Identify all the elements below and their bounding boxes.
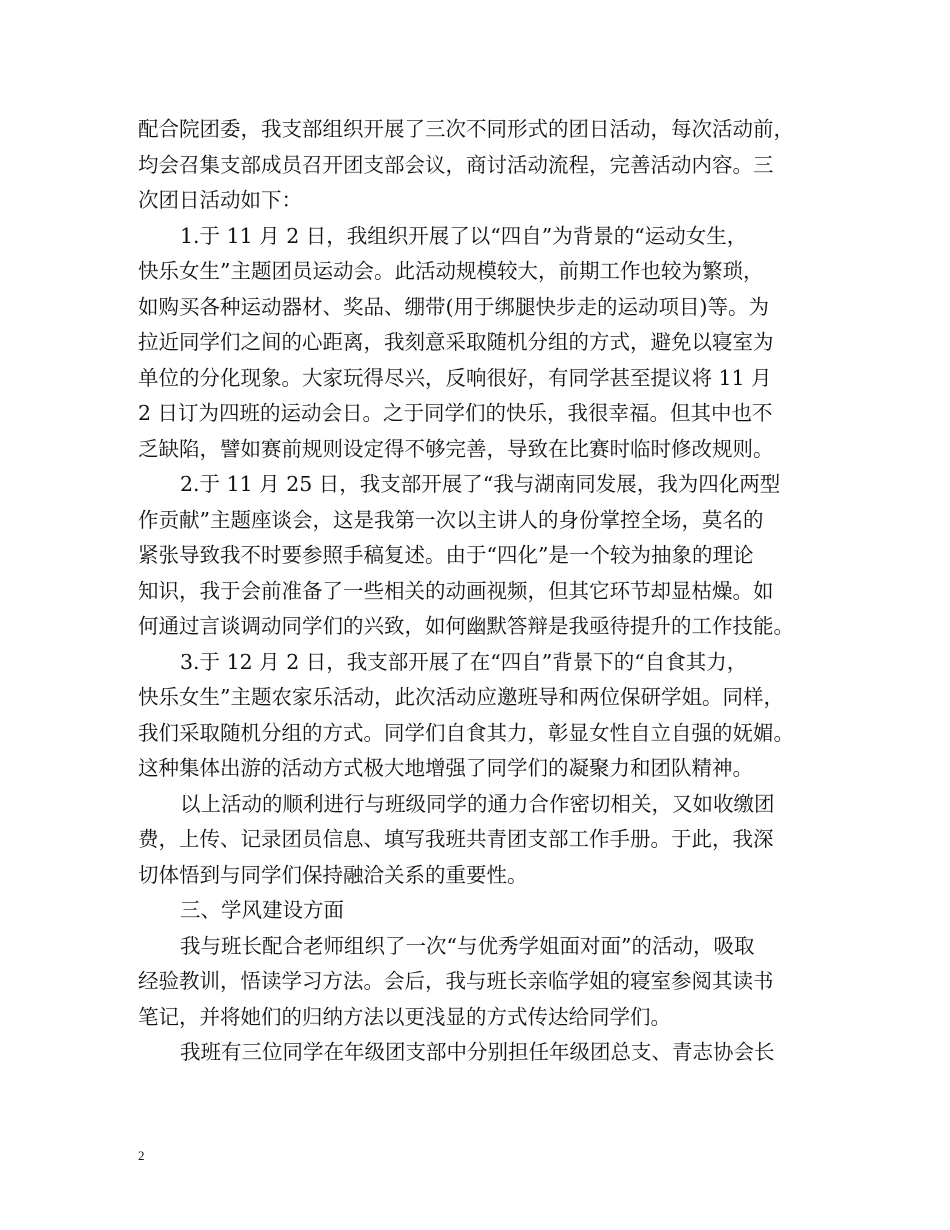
- body-text-line: 2 日订为四班的运动会日。之于同学们的快乐，我很幸福。但其中也不: [138, 401, 773, 425]
- body-text-line: 拉近同学们之间的心距离，我刻意采取随机分组的方式，避免以寝室为: [138, 330, 774, 354]
- body-text-line: 配合院团委，我支部组织开展了三次不同形式的团日活动，每次活动前，: [138, 117, 794, 141]
- body-text-line: 如购买各种运动器材、奖品、绷带(用于绑腿快步走的运动项目)等。为: [138, 294, 769, 319]
- body-text-line: 次团日活动如下：: [138, 188, 302, 212]
- body-text-line: 快乐女生”主题农家乐活动，此次活动应邀班导和两位保研学姐。同样，: [138, 685, 784, 709]
- body-text-line: 笔记，并将她们的归纳方法以更浅显的方式传达给同学们。: [138, 1004, 671, 1029]
- paragraph-first-line: 我班有三位同学在年级团支部中分别担任年级团总支、青志协会长: [180, 1040, 775, 1064]
- body-text-line: 作贡献”主题座谈会，这是我第一次以主讲人的身份掌控全场，莫名的: [138, 507, 764, 532]
- activity-3-first-line: 3.于 12 月 2 日，我支部开展了在“四自”背景下的“自食其力，: [180, 649, 748, 674]
- body-text-line: 紧张导致我不时要参照手稿复述。由于“四化”是一个较为抽象的理论: [138, 543, 754, 567]
- section-heading: 三、学风建设方面: [180, 898, 344, 922]
- body-text-line: 我们采取随机分组的方式。同学们自食其力，彰显女性自立自强的妩媚。: [138, 720, 794, 745]
- body-text-line: 单位的分化现象。大家玩得尽兴，反响很好，有同学甚至提议将 11 月: [138, 365, 772, 390]
- body-text-line: 切体悟到与同学们保持融洽关系的重要性。: [138, 862, 528, 887]
- body-text-line: 何通过言谈调动同学们的兴致，如何幽默答辩是我亟待提升的工作技能。: [138, 614, 794, 638]
- body-text-line: 乏缺陷，譬如赛前规则设定得不够完善，导致在比赛时临时修改规则。: [138, 436, 774, 461]
- body-text-line: 知识，我于会前准备了一些相关的动画视频，但其它环节却显枯燥。如: [138, 578, 774, 603]
- activity-1-first-line: 1.于 11 月 2 日，我组织开展了以“四自”为背景的“运动女生，: [180, 223, 748, 248]
- paragraph-first-line: 我与班长配合老师组织了一次“与优秀学姐面对面”的活动，吸取: [180, 933, 755, 958]
- activity-2-first-line: 2.于 11 月 25 日，我支部开展了“我与湖南同发展，我为四化两型: [180, 472, 781, 496]
- document-body: [138, 112, 828, 1071]
- page-number: 2: [138, 1148, 145, 1163]
- body-text-line: 这种集体出游的活动方式极大地增强了同学们的凝聚力和团队精神。: [138, 756, 753, 780]
- body-text-line: 均会召集支部成员召开团支部会议，商讨活动流程，完善活动内容。三: [138, 152, 774, 177]
- body-text-line: 快乐女生”主题团员运动会。此活动规模较大，前期工作也较为繁琐，: [138, 259, 764, 283]
- body-text-line: 经验教训，悟读学习方法。会后，我与班长亲临学姐的寝室参阅其读书: [138, 969, 774, 993]
- summary-first-line: 以上活动的顺利进行与班级同学的通力合作密切相关，又如收缴团: [180, 791, 775, 816]
- body-text-line: 费，上传、记录团员信息、填写我班共青团支部工作手册。于此，我深: [138, 827, 774, 851]
